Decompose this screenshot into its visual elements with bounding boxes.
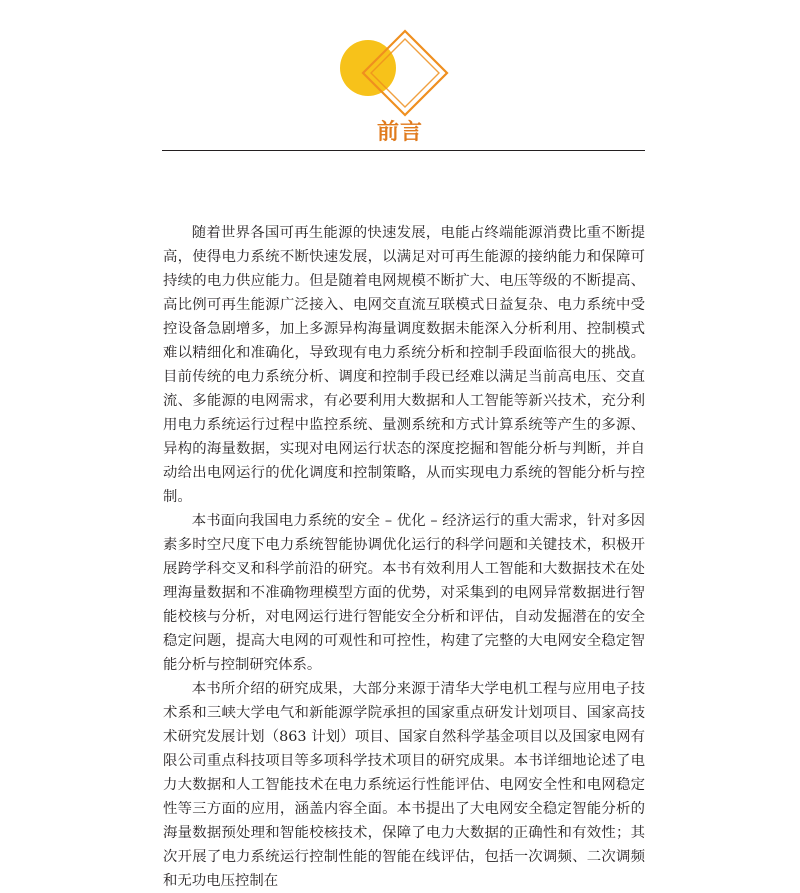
paragraph-3: 本书所介绍的研究成果，大部分来源于清华大学电机工程与应用电子技术系和三峡大学电气和新能源学院承担的国家重点研发计划项目、国家高技术研究发展计划（863 计划）项目、国家自然科学基金项目以及国家电网有限公司重点科技项目等多项科学技术项目的研究成果。本书详细地论述了电力大数据和人工智能技术在电力系统运行性能评估、电网安全性和电网稳定性等三方面的应用，涵盖内容全面。本书提出了大电网安全稳定智能分析的海量数据预处理和智能校核技术，保障了电力大数据的正确性和有效性；其次开展了电力系统运行控制性能的智能在线评估，包括一次调频、二次调频和无功电压控制在 bbox=[163, 681, 645, 889]
title-divider bbox=[162, 150, 645, 151]
circle-diamond-ornament-icon bbox=[335, 25, 455, 125]
page-title: 前言 bbox=[376, 120, 423, 145]
paragraph-1: 随着世界各国可再生能源的快速发展，电能占终端能源消费比重不断提高，使得电力系统不断快速发展，以满足对可再生能源的接纳能力和保障可持续的电力供应能力。但是随着电网规模不断扩大、电压等级的不断提高、高比例可再生能源广泛接入、电网交直流互联模式日益复杂、电力系统中受控设备急剧增多，加上多源异构海量调度数据未能深入分析利用、控制模式难以精细化和准确化，导致现有电力系统分析和控制手段面临很大的挑战。目前传统的电力系统分析、调度和控制手段已经难以满足当前高电压、交直流、多能源的电网需求，有必要利用大数据和人工智能等新兴技术，充分利用电力系统运行过程中监控系统、量测系统和方式计算系统等产生的多源、异构的海量数据，实现对电网运行状态的深度挖掘和智能分析与判断，并自动给出电网运行的优化调度和控制策略，从而实现电力系统的智能分析与控制。 bbox=[163, 225, 645, 505]
preface-body bbox=[163, 221, 645, 893]
paragraph-2: 本书面向我国电力系统的安全 – 优化 – 经济运行的重大需求，针对多因素多时空尺度下电力系统智能协调优化运行的科学问题和关键技术，积极开展跨学科交叉和科学前沿的研究。本书有效利用人工智能和大数据技术在处理海量数据和不准确物理模型方面的优势，对采集到的电网异常数据进行智能校核与分析，对电网运行进行智能安全分析和评估，自动发掘潜在的安全稳定问题，提高大电网的可观性和可控性，构建了完整的大电网安全稳定智能分析与控制研究体系。 bbox=[163, 513, 645, 673]
